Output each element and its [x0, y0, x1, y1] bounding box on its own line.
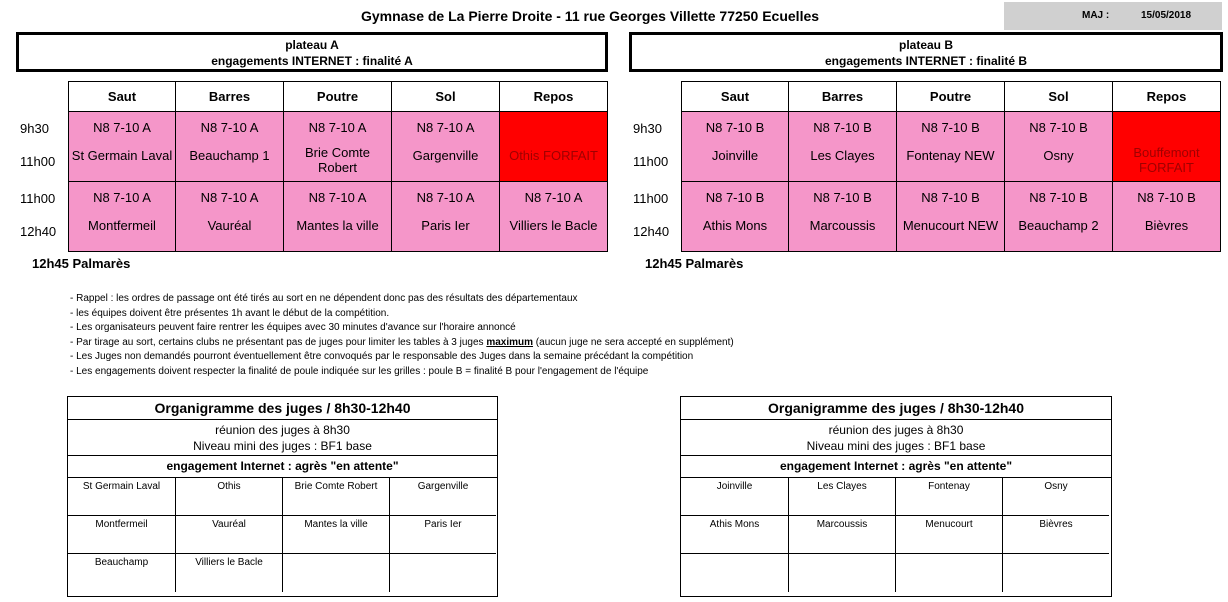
column-header-repos: Repos	[1113, 81, 1221, 112]
note-2: - les équipes doivent être présentes 1h avant le début de la compétition.	[70, 307, 390, 319]
schedule-cell	[500, 182, 608, 252]
club-name: Gargenville	[412, 148, 479, 163]
schedule-cell	[68, 112, 176, 182]
rotation-start-time: 11h00	[633, 191, 669, 206]
judge-club-cell: Les Clayes	[789, 478, 896, 516]
club-name: Bouffemont FORFAIT	[1133, 145, 1200, 175]
schedule-cell	[1113, 182, 1221, 252]
schedule-cell	[897, 182, 1005, 252]
judge-club-cell: Joinville	[681, 478, 789, 516]
judges-chart-b-title: Organigramme des juges / 8h30-12h40	[681, 397, 1111, 420]
level-label: N8 7-10 A	[416, 190, 475, 205]
judge-club-cell	[1003, 554, 1109, 592]
update-box	[1004, 2, 1222, 30]
maj-label: MAJ :	[1082, 10, 1110, 21]
plateau-b-subtitle: engagements INTERNET : finalité B	[824, 54, 1028, 68]
level-label: N8 7-10 A	[93, 120, 151, 135]
plateau-a-subtitle: engagements INTERNET : finalité A	[211, 54, 413, 68]
schedule-cell	[789, 182, 897, 252]
judge-club-cell: Beauchamp	[68, 554, 176, 592]
judge-club-cell: Paris Ier	[390, 516, 496, 554]
level-label: N8 7-10 B	[1029, 120, 1088, 135]
column-header-barres: Barres	[789, 81, 897, 112]
club-name: Villiers le Bacle	[509, 218, 598, 233]
club-name: Joinville	[711, 148, 759, 163]
column-header-sol: Sol	[1005, 81, 1113, 112]
column-header-barres: Barres	[176, 81, 284, 112]
judges-chart-a-level: Niveau mini des juges : BF1 base	[193, 439, 372, 453]
schedule-cell	[284, 112, 392, 182]
judges-chart-a-meeting: réunion des juges à 8h30	[215, 423, 350, 437]
level-label: N8 7-10 A	[200, 120, 259, 135]
rotation-end-time: 11h00	[633, 154, 669, 169]
column-header-repos: Repos	[500, 81, 608, 112]
rotation-end-time: 12h40	[20, 224, 57, 239]
club-name: Othis FORFAIT	[509, 148, 598, 163]
level-label: N8 7-10 A	[308, 190, 367, 205]
judge-club-cell	[283, 554, 390, 592]
rotation-end-time: 12h40	[633, 224, 670, 239]
judge-club-cell	[896, 554, 1003, 592]
judge-club-cell: Vauréal	[176, 516, 283, 554]
schedule-cell	[1005, 112, 1113, 182]
judge-club-cell: Bièvres	[1003, 516, 1109, 554]
schedule-cell	[284, 182, 392, 252]
club-name: Les Clayes	[810, 148, 875, 163]
judge-club-cell: Montfermeil	[68, 516, 176, 554]
judges-chart-a-title: Organigramme des juges / 8h30-12h40	[68, 397, 497, 420]
club-name: Beauchamp 1	[189, 148, 270, 163]
rotation-end-time: 11h00	[20, 154, 56, 169]
judges-chart-a	[67, 396, 498, 597]
schedule-cell	[1005, 182, 1113, 252]
club-name: Osny	[1043, 148, 1074, 163]
judge-club-cell: Mantes la ville	[283, 516, 390, 554]
judge-club-cell: Fontenay	[896, 478, 1003, 516]
schedule-cell	[68, 182, 176, 252]
judges-chart-b	[680, 396, 1112, 597]
maj-date: 15/05/2018	[1141, 10, 1192, 21]
plateau-b-title: plateau B	[898, 38, 953, 52]
plateau-a-title: plateau A	[285, 38, 339, 52]
club-name: Athis Mons	[702, 218, 768, 233]
level-label: N8 7-10 A	[308, 120, 367, 135]
judge-club-cell	[681, 554, 789, 592]
judge-club-cell: St Germain Laval	[68, 478, 176, 516]
judges-grid-a	[68, 478, 497, 592]
judge-club-cell: Marcoussis	[789, 516, 896, 554]
note-5: - Les Juges non demandés pourront éventuellement être convoqués par le responsable des Juges dans la semaine précédant la compétition	[70, 351, 694, 362]
judge-club-cell: Osny	[1003, 478, 1109, 516]
club-name: Marcoussis	[809, 218, 876, 233]
judges-chart-a-engagement: engagement Internet : agrès "en attente"	[68, 456, 497, 478]
level-label: N8 7-10 B	[1029, 190, 1088, 205]
note-emphasis: maximum	[486, 336, 534, 348]
level-label: N8 7-10 A	[200, 190, 259, 205]
level-label: N8 7-10 B	[921, 190, 980, 205]
judge-club-cell	[390, 554, 496, 592]
rotation-start-time: 11h00	[20, 191, 56, 206]
rotation-start-time: 9h30	[633, 121, 662, 136]
schedule-cell	[176, 112, 284, 182]
judge-club-cell: Othis	[176, 478, 283, 516]
club-name: Fontenay NEW	[906, 148, 995, 163]
level-label: N8 7-10 A	[524, 190, 583, 205]
palmares-label: 12h45 Palmarès	[32, 256, 131, 271]
plateau-b-header	[629, 32, 1223, 72]
schedule-cell	[176, 182, 284, 252]
judges-chart-b-engagement: engagement Internet : agrès "en attente"	[681, 456, 1111, 478]
schedule-cell	[897, 112, 1005, 182]
judges-chart-b-level: Niveau mini des juges : BF1 base	[806, 439, 986, 453]
notes-block	[70, 292, 734, 379]
column-header-poutre: Poutre	[284, 81, 392, 112]
club-name: Paris Ier	[421, 218, 470, 233]
note-3: - Les organisateurs peuvent faire rentrer les équipes avec 30 minutes d'avance sur l'horaire annoncé	[70, 322, 516, 333]
judges-chart-b-meeting: réunion des juges à 8h30	[828, 423, 964, 437]
schedule-cell	[681, 112, 789, 182]
schedule-cell	[681, 182, 789, 252]
level-label: N8 7-10 B	[813, 190, 872, 205]
note-1: - Rappel : les ordres de passage ont été tirés au sort en ne dépendent donc pas des résultats des départementaux	[70, 293, 578, 304]
judge-club-cell	[789, 554, 896, 592]
club-name: Menucourt NEW	[902, 218, 999, 233]
schedule-cell	[500, 112, 608, 182]
club-name: Vauréal	[207, 218, 252, 233]
column-header-sol: Sol	[392, 81, 500, 112]
club-name: Montfermeil	[88, 218, 156, 233]
level-label: N8 7-10 B	[813, 120, 872, 135]
level-label: N8 7-10 B	[921, 120, 980, 135]
judge-club-cell: Villiers le Bacle	[176, 554, 283, 592]
plateau-a-header	[16, 32, 608, 72]
judge-club-cell: Gargenville	[390, 478, 496, 516]
schedule-cell	[789, 112, 897, 182]
club-name: Bièvres	[1144, 218, 1189, 233]
palmares-label: 12h45 Palmarès	[645, 256, 744, 271]
page-title: Gymnase de La Pierre Droite - 11 rue Georges Villette 77250 Ecuelles	[360, 8, 820, 24]
club-name: Brie Comte Robert	[304, 145, 371, 175]
column-header-saut: Saut	[681, 81, 789, 112]
club-name: St Germain Laval	[71, 148, 173, 163]
judge-club-cell: Brie Comte Robert	[283, 478, 390, 516]
note-4: - Par tirage au sort, certains clubs ne présentant pas de juges pour limiter les tables à 3 juges maximum (aucun juge ne sera accepté en supplément)	[70, 336, 734, 348]
column-header-saut: Saut	[68, 81, 176, 112]
rotation-start-time: 9h30	[20, 121, 49, 136]
schedule-cell	[1113, 112, 1221, 182]
level-label: N8 7-10 A	[93, 190, 151, 205]
level-label: N8 7-10 B	[705, 120, 765, 135]
column-header-poutre: Poutre	[897, 81, 1005, 112]
judge-club-cell: Menucourt	[896, 516, 1003, 554]
judge-club-cell: Athis Mons	[681, 516, 789, 554]
club-name: Mantes la ville	[296, 218, 379, 233]
judges-grid-b	[681, 478, 1111, 592]
level-label: N8 7-10 B	[705, 190, 765, 205]
schedule-cell	[392, 182, 500, 252]
level-label: N8 7-10 A	[416, 120, 475, 135]
schedule-cell	[392, 112, 500, 182]
club-name: Beauchamp 2	[1018, 218, 1099, 233]
note-6: - Les engagements doivent respecter la finalité de poule indiquée sur les grilles : poule B = finalité B pour l'engagement de l'équipe	[70, 365, 649, 377]
level-label: N8 7-10 B	[1137, 190, 1196, 205]
